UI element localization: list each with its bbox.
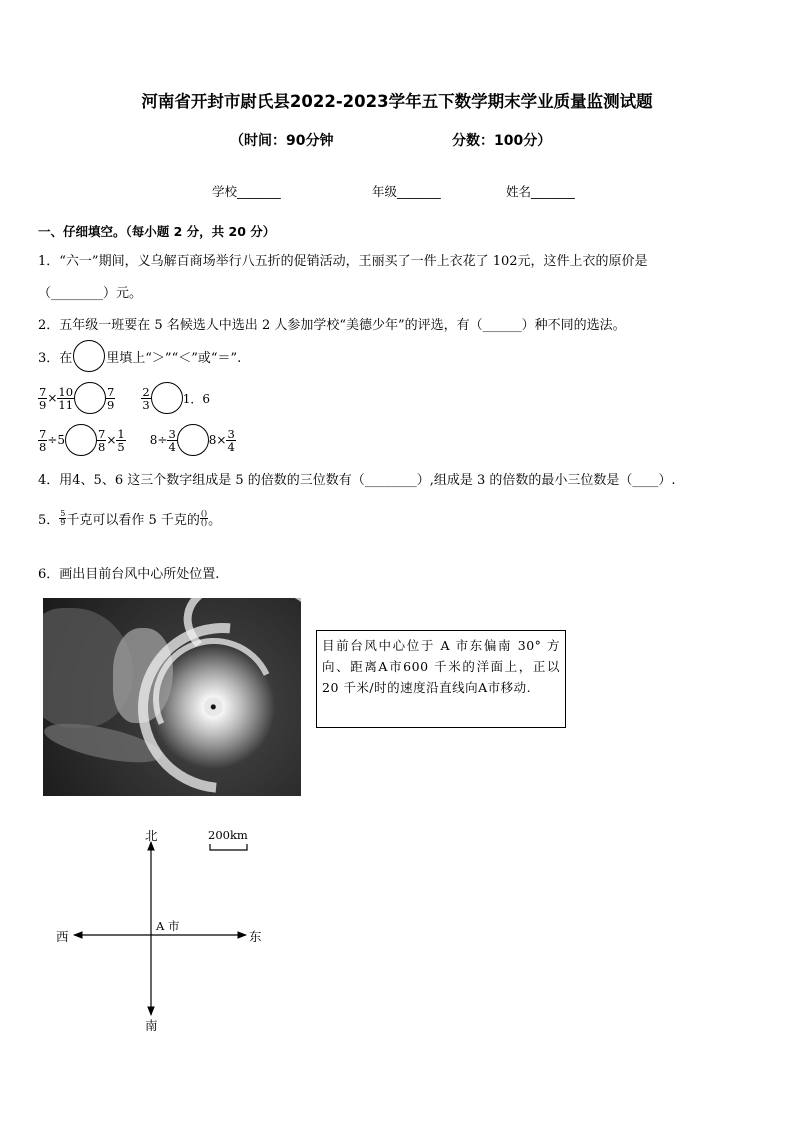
q5-text: 千克可以看作 5 千克的 [66, 513, 200, 528]
question-3-row-2 [38, 424, 236, 456]
fraction: $\frac{7}{9}$ [107, 384, 115, 412]
q5-end: 。 [208, 513, 222, 528]
answer-circle[interactable] [74, 382, 106, 414]
question-3-stem [38, 340, 241, 372]
fraction: $\frac{2}{3}$ [142, 384, 150, 412]
operator: 8× [208, 433, 227, 447]
q3-prefix: 3．在 [38, 350, 73, 366]
q3-suffix: 里填上“＞”“＜”或“＝”. [106, 350, 242, 366]
city-a-label: A 市 [156, 919, 180, 933]
fraction: $\frac{3}{4}$ [227, 426, 235, 454]
operator: × [106, 433, 117, 447]
answer-circle[interactable] [177, 424, 209, 456]
scale-bar [210, 844, 247, 850]
grade-field: 年级_______ [372, 184, 441, 199]
typhoon-description-box: 目前台风中心位于 A 市东偏南 30° 方向、距离A市600 千米的洋面上，正以 20 千米/时的速度沿直线向A市移动. [316, 630, 566, 728]
fraction: $\frac{7}{8}$ [39, 426, 47, 454]
school-field: 学校_______ [212, 184, 281, 199]
question-5 [38, 509, 221, 528]
north-label: 北 [145, 828, 158, 843]
fraction: $\frac{10}{11}$ [58, 384, 74, 412]
answer-fraction[interactable]: $\frac{()}{()}$ [200, 509, 208, 527]
operator: ÷5 [47, 433, 66, 447]
south-label: 南 [145, 1018, 158, 1033]
question-3-row-1 [38, 382, 210, 414]
question-1-line-1: 1．“六一”期间，义乌解百商场举行八五折的促销活动，王丽买了一件上衣花了 102元，这件上衣的原价是 [38, 254, 648, 269]
question-1-line-2: （________）元。 [38, 286, 143, 301]
fraction: $\frac{7}{9}$ [39, 384, 47, 412]
exam-score: 分数：100分） [452, 133, 552, 149]
operator: × [47, 391, 58, 405]
section-heading: 一、仔细填空。（每小题 2 分，共 20 分） [38, 224, 276, 239]
answer-circle[interactable] [151, 382, 183, 414]
operator: 8÷ [149, 433, 168, 447]
question-6: 6．画出目前台风中心所处位置. [38, 567, 220, 582]
scale-label: 200km [208, 828, 248, 842]
answer-circle[interactable] [65, 424, 97, 456]
exam-title: 河南省开封市尉氏县2022-2023学年五下数学期末学业质量监测试题 [141, 92, 653, 111]
exam-time: （时间：90分钟 [230, 133, 334, 149]
q5-prefix: 5． [38, 513, 60, 528]
west-label: 西 [56, 929, 69, 944]
fraction: $\frac{1}{5}$ [117, 426, 125, 454]
fraction: $\frac{7}{8}$ [98, 426, 106, 454]
east-label: 东 [249, 929, 262, 944]
answer-circle[interactable] [73, 340, 105, 372]
value: 1．6 [182, 391, 210, 406]
question-2: 2．五年级一班要在 5 名候选人中选出 2 人参加学校“美德少年”的评选，有（______）种不同的选法。 [38, 318, 626, 333]
question-4: 4．用4、5、6 这三个数字组成是 5 的倍数的三位数有（________）,组成是 3 的倍数的最小三位数是（____）. [38, 473, 676, 488]
typhoon-satellite-image [43, 598, 301, 796]
name-field: 姓名_______ [506, 184, 575, 199]
fraction: $\frac{3}{4}$ [168, 426, 176, 454]
fraction: $\frac{5}{9}$ [60, 509, 66, 527]
